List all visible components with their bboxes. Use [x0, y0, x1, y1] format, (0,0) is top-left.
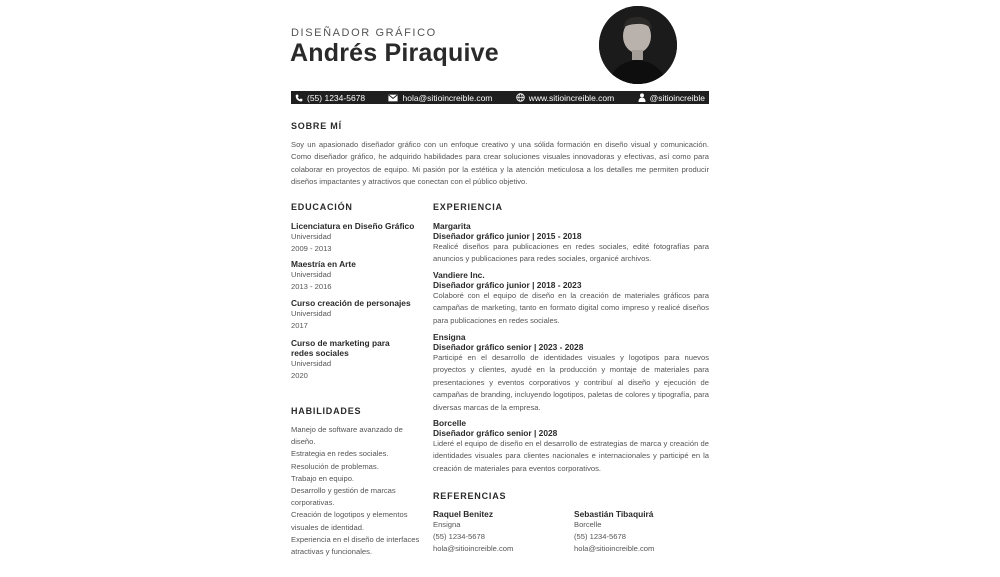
- reference-phone: (55) 1234-5678: [574, 532, 626, 542]
- contact-website-text: www.sitioincreible.com: [528, 92, 615, 103]
- contact-website[interactable]: [516, 93, 615, 103]
- contact-phone-text: (55) 1234-5678: [307, 92, 366, 103]
- reference-name: Raquel Benitez: [433, 509, 494, 519]
- contact-bar: [291, 91, 709, 104]
- contact-social-text: @sitioincreible: [649, 92, 705, 103]
- contact-email[interactable]: [388, 93, 492, 103]
- experience-position: Diseñador gráfico junior | 2015 - 2018: [433, 231, 582, 241]
- education-place: Universidad: [291, 309, 332, 318]
- reference-item: [433, 509, 563, 556]
- job-title: DISEÑADOR GRÁFICO: [291, 27, 437, 39]
- skill-item: Experiencia en el diseño de interfaces atractivas y funcionales.: [291, 534, 420, 557]
- education-item: [291, 338, 396, 382]
- contact-email-text: hola@sitioincreible.com: [402, 92, 493, 103]
- reference-phone: (55) 1234-5678: [433, 532, 485, 542]
- experience-company: Ensigna: [433, 332, 466, 342]
- phone-icon: [295, 94, 303, 102]
- education-years: 2009 - 2013: [291, 244, 332, 254]
- experience-position: Diseñador gráfico senior | 2023 - 2028: [433, 342, 584, 352]
- skill-item: Trabajo en equipo.: [291, 473, 355, 483]
- reference-item: [574, 509, 709, 556]
- contact-social[interactable]: [638, 93, 705, 103]
- globe-icon: [516, 93, 525, 102]
- education-years: 2017: [291, 321, 308, 331]
- education-title: Curso de marketing para redes sociales: [291, 338, 390, 358]
- experience-company: Margarita: [433, 221, 471, 231]
- experience-description: Colaboré con el equipo de diseño en la creación de materiales gráficos para campañas de marketing, tanto en formato digital como impreso y realicé diseños para publicaciones en redes sociales.: [433, 291, 709, 325]
- experience-description: Realicé diseños para publicaciones en redes sociales, edité fotografías para anuncios y publicaciones para redes sociales, organicé archivos.: [433, 242, 709, 264]
- about-text: Soy un apasionado diseñador gráfico con un enfoque creativo y una sólida formación en diseño visual y comunicación. Como diseñador gráfico, he adquirido habilidades para crear soluciones visuales innovadoras y efectivas, así como para colaborar en proyectos de equipo. Mi pasión por la estética y la atención meticulosa a los detalles me permiten producir diseños impactantes y atractivos que conectan con el público objetivo.: [291, 140, 709, 187]
- education-title: Maestría en Arte: [291, 259, 356, 269]
- reference-email[interactable]: hola@sitioincreible.com: [574, 544, 655, 554]
- user-icon: [638, 93, 646, 102]
- experience-description: Participé en el desarrollo de identidades visuales y logotipos para nuevos proyectos y clientes, ayudé en la producción y montaje de materiales para presentaciones y eventos corporativos y contribuí al diseño y ejecución de campañas de branding, incluyendo logotipos, paletas de colores y tipografía, para diversas marcas de la empresa.: [433, 353, 709, 412]
- education-place: Universidad: [291, 359, 332, 368]
- skill-item: Estrategia en redes sociales.: [291, 449, 389, 459]
- about-heading: SOBRE MÍ: [291, 121, 342, 131]
- education-years: 2013 - 2016: [291, 282, 332, 292]
- experience-company: Vandiere Inc.: [433, 270, 485, 280]
- skills-heading: HABILIDADES: [291, 406, 362, 416]
- education-item: [291, 298, 416, 332]
- education-title: Curso creación de personajes: [291, 298, 411, 308]
- education-place: Universidad: [291, 232, 332, 241]
- experience-position: Diseñador gráfico junior | 2018 - 2023: [433, 280, 582, 290]
- reference-company: Ensigna: [433, 520, 461, 529]
- reference-name: Sebastián Tibaquirá: [574, 509, 654, 519]
- education-place: Universidad: [291, 270, 332, 279]
- experience-item: [433, 270, 709, 327]
- education-item: [291, 259, 416, 293]
- education-item: [291, 221, 416, 255]
- references-heading: REFERENCIAS: [433, 491, 507, 501]
- reference-company: Borcelle: [574, 520, 602, 529]
- skill-item: Creación de logotipos y elementos visuales de identidad.: [291, 510, 408, 532]
- experience-company: Borcelle: [433, 418, 467, 428]
- profile-photo: [599, 6, 677, 84]
- education-years: 2020: [291, 371, 308, 381]
- mail-icon: [388, 94, 398, 102]
- experience-heading: EXPERIENCIA: [433, 202, 503, 212]
- skill-item: Manejo de software avanzado de diseño.: [291, 425, 403, 447]
- person-name: Andrés Piraquive: [290, 39, 499, 67]
- experience-description: Lideré el equipo de diseño en el desarrollo de estrategias de marca y creación de identidades visuales para clientes nacionales e internacionales y participé en la creación de materiales para eventos corporativos.: [433, 439, 709, 473]
- experience-item: [433, 221, 709, 266]
- education-heading: EDUCACIÓN: [291, 202, 353, 212]
- skill-item: Desarrollo y gestión de marcas corporativas.: [291, 486, 396, 508]
- experience-item: [433, 418, 709, 475]
- contact-phone[interactable]: [295, 93, 365, 103]
- experience-item: [433, 332, 709, 414]
- skill-item: Resolución de problemas.: [291, 461, 379, 471]
- skills-list: [291, 424, 423, 558]
- experience-position: Diseñador gráfico senior | 2028: [433, 428, 558, 438]
- reference-email[interactable]: hola@sitioincreible.com: [433, 544, 514, 554]
- education-title: Licenciatura en Diseño Gráfico: [291, 221, 415, 231]
